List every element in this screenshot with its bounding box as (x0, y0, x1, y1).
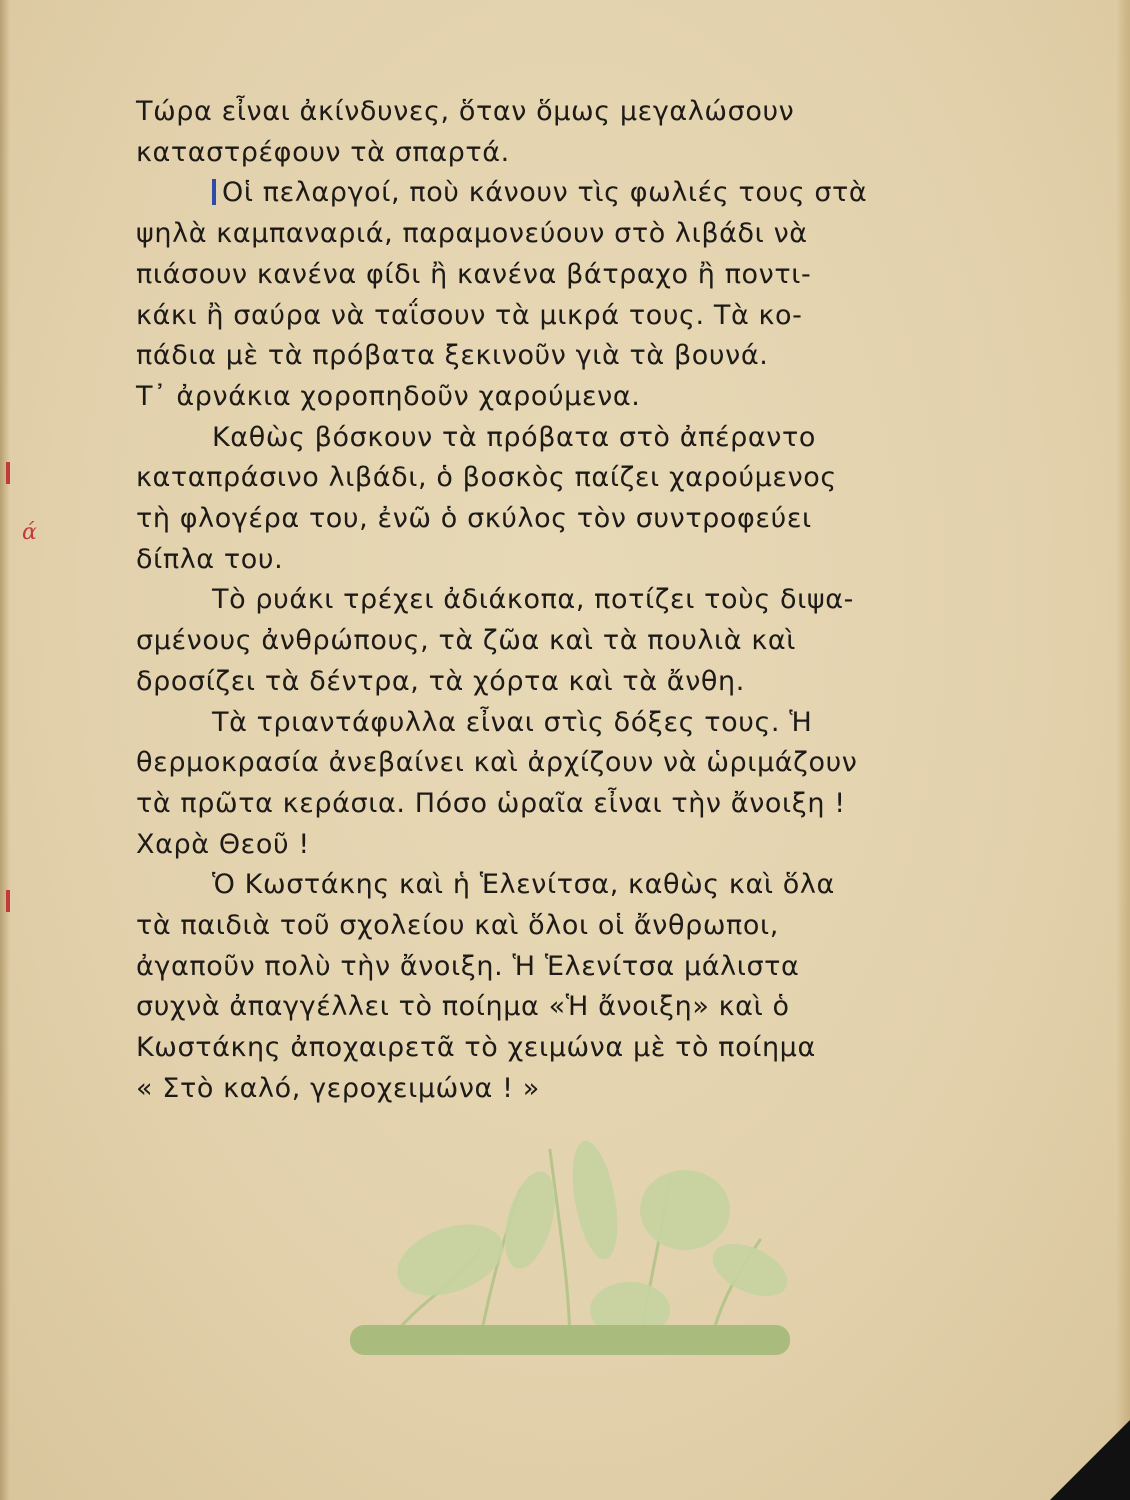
text-line-content: Χαρὰ Θεοῦ ! (136, 828, 310, 860)
text-line-content: σμένους ἀνθρώπους, τὰ ζῶα καὶ τὰ πουλιὰ καὶ (136, 625, 797, 657)
text-line-content: δροσίζει τὰ δέντρα, τὰ χόρτα καὶ τὰ ἄνθη. (136, 665, 745, 697)
text-line-content: πάδια μὲ τὰ πρόβατα ξεκινοῦν γιὰ τὰ βουνά. (136, 340, 769, 372)
text-line (136, 458, 981, 499)
text-line (136, 1028, 981, 1069)
illustration-flower (640, 1170, 730, 1250)
text-line-content: ἀγαποῦν πολὺ τὴν ἄνοιξη. Ἡ Ἑλενίτσα μάλιστα (136, 950, 800, 982)
text-line-content: Ὁ Κωστάκης καὶ ἡ Ἑλενίτσα, καθὼς καὶ ὅλα (212, 869, 835, 901)
text-line-content: Οἱ πελαργοί, ποὺ κάνουν τὶς φωλιές τους στὰ (222, 177, 868, 209)
text-line (136, 580, 981, 621)
text-line (136, 662, 981, 703)
margin-note: ά (22, 520, 37, 545)
text-line (136, 784, 981, 825)
text-line (136, 947, 981, 988)
text-line-content: κάκι ἢ σαύρα νὰ ταΐσουν τὰ μικρά τους. Τὰ κο- (136, 299, 803, 331)
text-line-content: πιάσουν κανένα φίδι ἢ κανένα βάτραχο ἢ ποντι- (136, 258, 812, 290)
text-line-content: ψηλὰ καμπαναριά, παραμονεύουν στὸ λιβάδι νὰ (136, 218, 808, 250)
text-line-content: τὴ φλογέρα του, ἐνῶ ὁ σκύλος τὸν συντροφεύει (136, 503, 812, 535)
text-line (136, 336, 981, 377)
page-left-edge (0, 0, 10, 1500)
text-line (136, 173, 981, 214)
illustration-leaf (387, 1211, 512, 1309)
flower-illustration (330, 1130, 810, 1370)
text-line-content: Τὰ τριαντάφυλλα εἶναι στὶς δόξες τους. Ἡ (212, 706, 813, 738)
text-line-content: συχνὰ ἀπαγγέλλει τὸ ποίημα «Ἡ ἄνοιξη» καὶ ὁ (136, 991, 790, 1023)
text-line-content: Τὸ ρυάκι τρέχει ἀδιάκοπα, ποτίζει τοὺς διψα- (212, 584, 854, 616)
page-right-edge (1116, 0, 1130, 1500)
text-line (136, 133, 981, 174)
text-line (136, 865, 981, 906)
text-line-content: δίπλα του. (136, 543, 284, 575)
text-line (136, 987, 981, 1028)
red-margin-tick (6, 462, 10, 484)
text-line-content: καταπράσινο λιβάδι, ὁ βοσκὸς παίζει χαρούμενος (136, 462, 837, 494)
illustration-grass (350, 1325, 790, 1355)
text-line-content: « Στὸ καλό, γεροχειμώνα ! » (136, 1072, 540, 1104)
text-lines (136, 92, 981, 1110)
illustration-flower (500, 1330, 520, 1350)
text-line (136, 296, 981, 337)
text-line (136, 499, 981, 540)
text-line (136, 377, 981, 418)
text-line (136, 540, 981, 581)
text-line-content: Τ᾿ ἀρνάκια χοροπηδοῦν χαρούμενα. (136, 380, 641, 412)
text-line (136, 743, 981, 784)
illustration-leaf (565, 1137, 625, 1262)
text-line-content: θερμοκρασία ἀνεβαίνει καὶ ἀρχίζουν νὰ ὡριμάζουν (136, 747, 858, 779)
blue-pencil-mark (212, 179, 216, 205)
text-line (136, 418, 981, 459)
text-line (136, 1069, 981, 1110)
text-line (136, 703, 981, 744)
text-line (136, 214, 981, 255)
illustration-stem (550, 1150, 570, 1350)
illustration-flower (480, 1330, 500, 1350)
text-line (136, 92, 981, 133)
text-line-content: Τώρα εἶναι ἀκίνδυνες, ὅταν ὅμως μεγαλώσουν (136, 96, 795, 127)
dark-corner (1050, 1420, 1130, 1500)
red-margin-tick (6, 890, 10, 912)
text-line-content: καταστρέφουν τὰ σπαρτά. (136, 136, 510, 168)
illustration-flower (520, 1330, 540, 1350)
text-line-content: τὰ πρῶτα κεράσια. Πόσο ὡραῖα εἶναι τὴν ἄνοιξη ! (136, 787, 846, 819)
text-line (136, 621, 981, 662)
text-line-content: Κωστάκης ἀποχαιρετᾶ τὸ χειμώνα μὲ τὸ ποίημα (136, 1032, 816, 1064)
text-line (136, 906, 981, 947)
illustration-leaf (704, 1233, 795, 1307)
text-line-content: Καθὼς βόσκουν τὰ πρόβατα στὸ ἀπέραντο (212, 421, 816, 453)
text-line (136, 825, 981, 866)
text-line (136, 255, 981, 296)
text-line-content: τὰ παιδιὰ τοῦ σχολείου καὶ ὅλοι οἱ ἄνθρωποι, (136, 910, 779, 942)
body-text (136, 92, 981, 1110)
